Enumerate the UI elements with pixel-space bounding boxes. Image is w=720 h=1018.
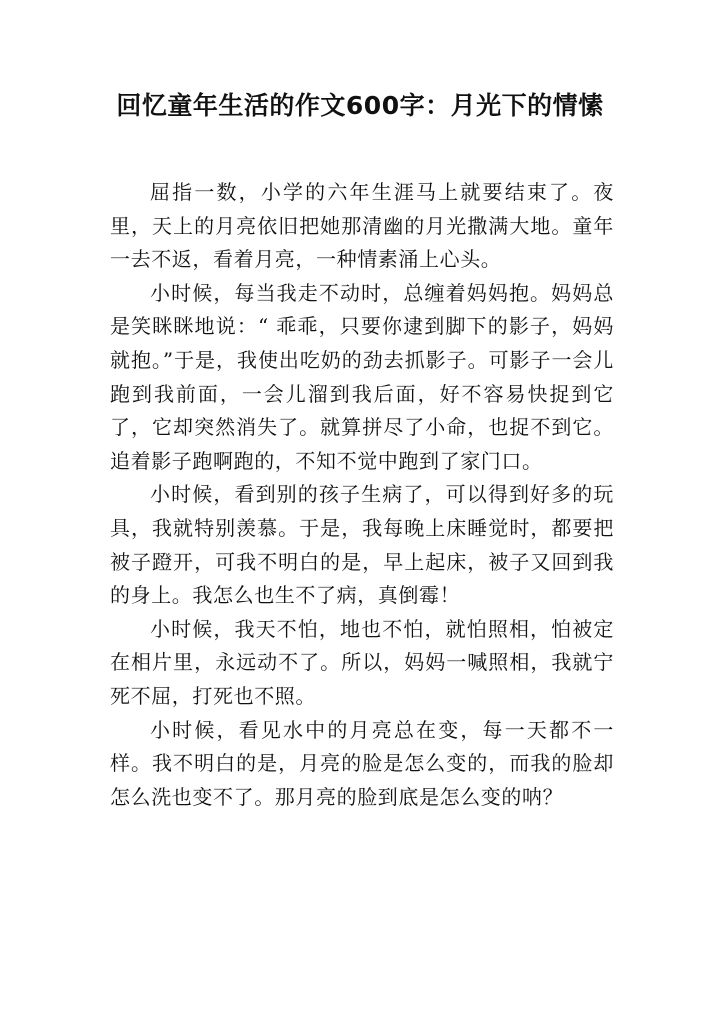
document-title: 回忆童年生活的作文600字：月光下的情愫 (116, 91, 604, 120)
paragraph-2: 小时候，每当我走不动时，总缠着妈妈抱。妈妈总是笑眯眯地说：“ 乖乖，只要你逮到脚下的影子，妈妈就抱。”于是，我使出吃奶的劲去抓影子。可影子一会儿跑到我前面，一会儿溜到我后面，好不容易快捉到它了，它却突然消失了。就算拼尽了小命，也捉不到它。追着影子跑啊跑的，不知不觉中跑到了家门口。 (110, 280, 614, 473)
paragraph-4: 小时候，我天不怕，地也不怕，就怕照相，怕被定在相片里，永远动不了。所以，妈妈一喊照相，我就宁死不屈，打死也不照。 (110, 616, 614, 708)
paragraph-5: 小时候，看见水中的月亮总在变，每一天都不一样。我不明白的是，月亮的脸是怎么变的，而我的脸却怎么洗也变不了。那月亮的脸到底是怎么变的呐？ (110, 717, 614, 809)
paragraph-1: 屈指一数，小学的六年生涯马上就要结束了。夜里，天上的月亮依旧把她那清幽的月光撒满大地。童年一去不返，看着月亮，一种情素涌上心头。 (110, 180, 614, 272)
paragraph-3: 小时候，看到别的孩子生病了，可以得到好多的玩具，我就特别羡慕。于是，我每晚上床睡觉时，都要把被子蹬开，可我不明白的是，早上起床，被子又回到我的身上。我怎么也生不了病，真倒霉！ (110, 482, 614, 608)
document-body (110, 176, 614, 814)
